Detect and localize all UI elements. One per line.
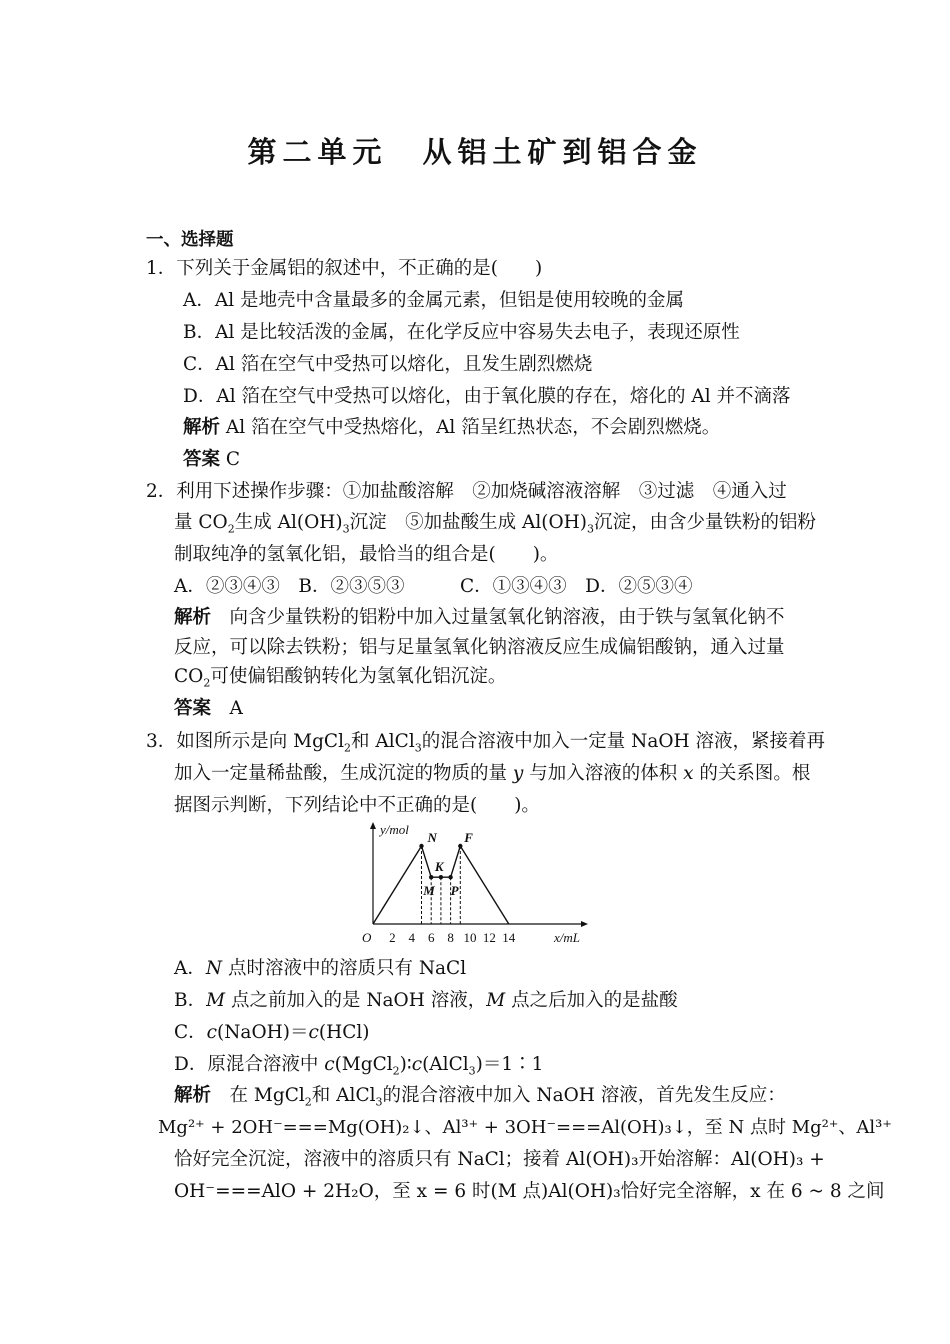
q2-line-2: 量 $CO_2$生成 $Al(OH)_3$沉淀 ⑤加盐酸生成 $Al(OH)_3$沉淀，由含少量铁粉的铝粉 xyxy=(174,512,817,536)
x-tick-label: 10 xyxy=(463,930,477,945)
data-point xyxy=(458,844,462,848)
q2-analysis-2: 反应，可以除去铁粉；铝与足量氢氧化钠溶液反应生成偏铝酸钠，通入过量 xyxy=(174,637,785,658)
x-tick-label: 8 xyxy=(447,930,454,945)
point-n: N xyxy=(205,958,223,979)
analysis-text: 向含少量铁粉的铝粉中加入过量氢氧化钠溶液，由于铁与氢氧化钠不 xyxy=(229,607,785,628)
answer-label: 答案 xyxy=(174,698,212,719)
q2-line-1: 2．利用下述操作步骤：①加盐酸溶解 ②加烧碱溶液溶解 ③过滤 ④通入过 xyxy=(146,481,787,502)
q2-analysis-1 xyxy=(174,606,785,630)
text: )∶ xyxy=(399,1054,412,1075)
analysis-label: 解析 xyxy=(174,607,212,628)
data-point xyxy=(439,875,443,879)
precipitate-volume-chart xyxy=(356,820,596,948)
text: B． xyxy=(174,990,207,1011)
text: 的关系图。根 xyxy=(693,763,811,784)
var-c: c xyxy=(411,1054,423,1075)
text: 3．如图所示是向 MgCl xyxy=(146,731,345,752)
q3-analysis-1: 解析 在 MgCl$_2$和 AlCl$_3$的混合溶液中加入 NaOH 溶液，首先发生反应： xyxy=(174,1085,786,1109)
text: A． xyxy=(174,958,206,979)
var-x: x xyxy=(683,763,694,784)
text: 在 MgCl xyxy=(229,1085,305,1106)
text: 沉淀 ⑤加盐酸生成 Al(OH) xyxy=(349,512,588,533)
answer-value: C xyxy=(225,449,241,470)
text: CO xyxy=(174,666,204,687)
q1-option-d: D．Al 箔在空气中受热可以熔化，由于氧化膜的存在，熔化的 Al 并不滴落 xyxy=(183,386,791,407)
text: 可使偏铝酸钠转化为氢氧化铝沉淀。 xyxy=(210,666,507,687)
point-label: P xyxy=(450,883,459,899)
q1-option-c: C．Al 箔在空气中受热可以熔化，且发生剧烈燃烧 xyxy=(183,354,593,375)
text: 和 AlCl xyxy=(351,731,415,752)
point-label: N xyxy=(427,830,437,845)
q3-line-2 xyxy=(174,762,810,786)
point-label: K xyxy=(434,859,444,875)
text: C． xyxy=(174,1022,207,1043)
x-axis-arrow xyxy=(581,921,588,927)
q3-option-b xyxy=(174,989,678,1013)
point-m: M xyxy=(206,990,226,1011)
x-tick-label: 14 xyxy=(502,930,516,945)
point-label: M xyxy=(423,883,435,899)
q3-option-c xyxy=(174,1021,370,1045)
text: (NaOH)＝ xyxy=(217,1022,309,1043)
q2-answer xyxy=(174,697,243,721)
data-point xyxy=(448,875,452,879)
x-axis-label: x/mL xyxy=(554,930,580,945)
q3-line-1: 3．如图所示是向 MgCl$_2$和 AlCl$_3$的混合溶液中加入一定量 NaOH 溶液，紧接着再 xyxy=(146,731,826,755)
answer-label: 答案 xyxy=(183,449,221,470)
q2-line-3: 制取纯净的氢氧化铝，最恰当的组合是( )。 xyxy=(174,544,559,565)
page-title: 第二单元 从铝土矿到铝合金 xyxy=(247,135,703,169)
q3-option-d: D．原混合溶液中 c(MgCl$_2$)∶c(AlCl$_3$)＝1∶1 xyxy=(174,1054,544,1078)
analysis-text: Al 箔在空气中受热熔化，Al 箔呈红热状态，不会剧烈燃烧。 xyxy=(225,417,721,438)
text: 点之前加入的是 NaOH 溶液， xyxy=(225,990,487,1011)
y-axis-arrow xyxy=(370,822,376,829)
text: 点之后加入的是盐酸 xyxy=(505,990,678,1011)
var-c: c xyxy=(308,1022,319,1043)
q2-options: A．②③④③ B．②③⑤③ C．①③④③ D．②⑤③④ xyxy=(174,576,693,597)
y-axis-label: y/mol xyxy=(380,822,409,837)
q1-stem: 1．下列关于金属铝的叙述中，不正确的是( ) xyxy=(146,258,543,279)
text: (MgCl xyxy=(334,1054,393,1075)
text: 沉淀，由含少量铁粉的铝粉 xyxy=(594,512,817,533)
text: (AlCl xyxy=(422,1054,469,1075)
text: 的混合溶液中加入 NaOH 溶液，首先发生反应： xyxy=(382,1085,786,1106)
text: 与加入溶液的体积 xyxy=(523,763,684,784)
text: 生成 Al(OH) xyxy=(234,512,343,533)
q1-option-a: A．Al 是地壳中含量最多的金属元素，但铝是使用较晚的金属 xyxy=(183,290,685,311)
text: (HCl) xyxy=(318,1022,370,1043)
q1-option-b: B．Al 是比较活泼的金属，在化学反应中容易失去电子，表现还原性 xyxy=(183,322,740,343)
x-tick-label: 4 xyxy=(408,930,416,945)
origin-label: O xyxy=(362,930,372,945)
x-tick-label: 6 xyxy=(427,930,435,945)
q1-analysis xyxy=(183,416,720,440)
x-tick-label: 12 xyxy=(482,930,496,945)
q3-line-3: 据图示判断，下列结论中不正确的是( )。 xyxy=(174,795,540,816)
analysis-label: 解析 xyxy=(174,1085,212,1106)
point-label: F xyxy=(464,830,473,845)
text: 加入一定量稀盐酸，生成沉淀的物质的量 xyxy=(174,763,513,784)
q3-analysis-3: 恰好完全沉淀，溶液中的溶质只有 NaCl；接着 Al(OH)₃开始溶解：Al(OH)₃ + xyxy=(174,1149,825,1170)
q1-answer xyxy=(183,448,240,472)
text: )＝1∶1 xyxy=(475,1054,544,1075)
q3-analysis-4: OH⁻===AlO + 2H₂O，至 x = 6 时(M 点)Al(OH)₃恰好完全溶解，x 在 6 ~ 8 之间 xyxy=(174,1181,885,1202)
text: 和 AlCl xyxy=(311,1085,376,1106)
var-y: y xyxy=(512,763,524,784)
analysis-label: 解析 xyxy=(183,417,221,438)
data-point xyxy=(429,875,433,879)
answer-value: A xyxy=(229,698,243,719)
q3-option-a xyxy=(174,957,466,981)
x-tick-label: 2 xyxy=(389,930,396,945)
text: 点时溶液中的溶质只有 NaCl xyxy=(222,958,467,979)
section-heading: 一、选择题 xyxy=(146,230,234,250)
var-c: c xyxy=(206,1022,218,1043)
q3-analysis-2: Mg²⁺ + 2OH⁻===Mg(OH)₂↓、Al³⁺ + 3OH⁻===Al(OH)₃↓，至 N 点时 Mg²⁺、Al³⁺ xyxy=(158,1117,892,1138)
text: 的混合溶液中加入一定量 NaOH 溶液，紧接着再 xyxy=(421,731,826,752)
point-m: M xyxy=(486,990,506,1011)
q2-analysis-3: $CO_2$可使偏铝酸钠转化为氢氧化铝沉淀。 xyxy=(174,666,507,690)
text: 量 CO xyxy=(174,512,228,533)
data-point xyxy=(419,844,423,848)
text: D．原混合溶液中 xyxy=(174,1054,325,1075)
var-c: c xyxy=(324,1054,335,1075)
